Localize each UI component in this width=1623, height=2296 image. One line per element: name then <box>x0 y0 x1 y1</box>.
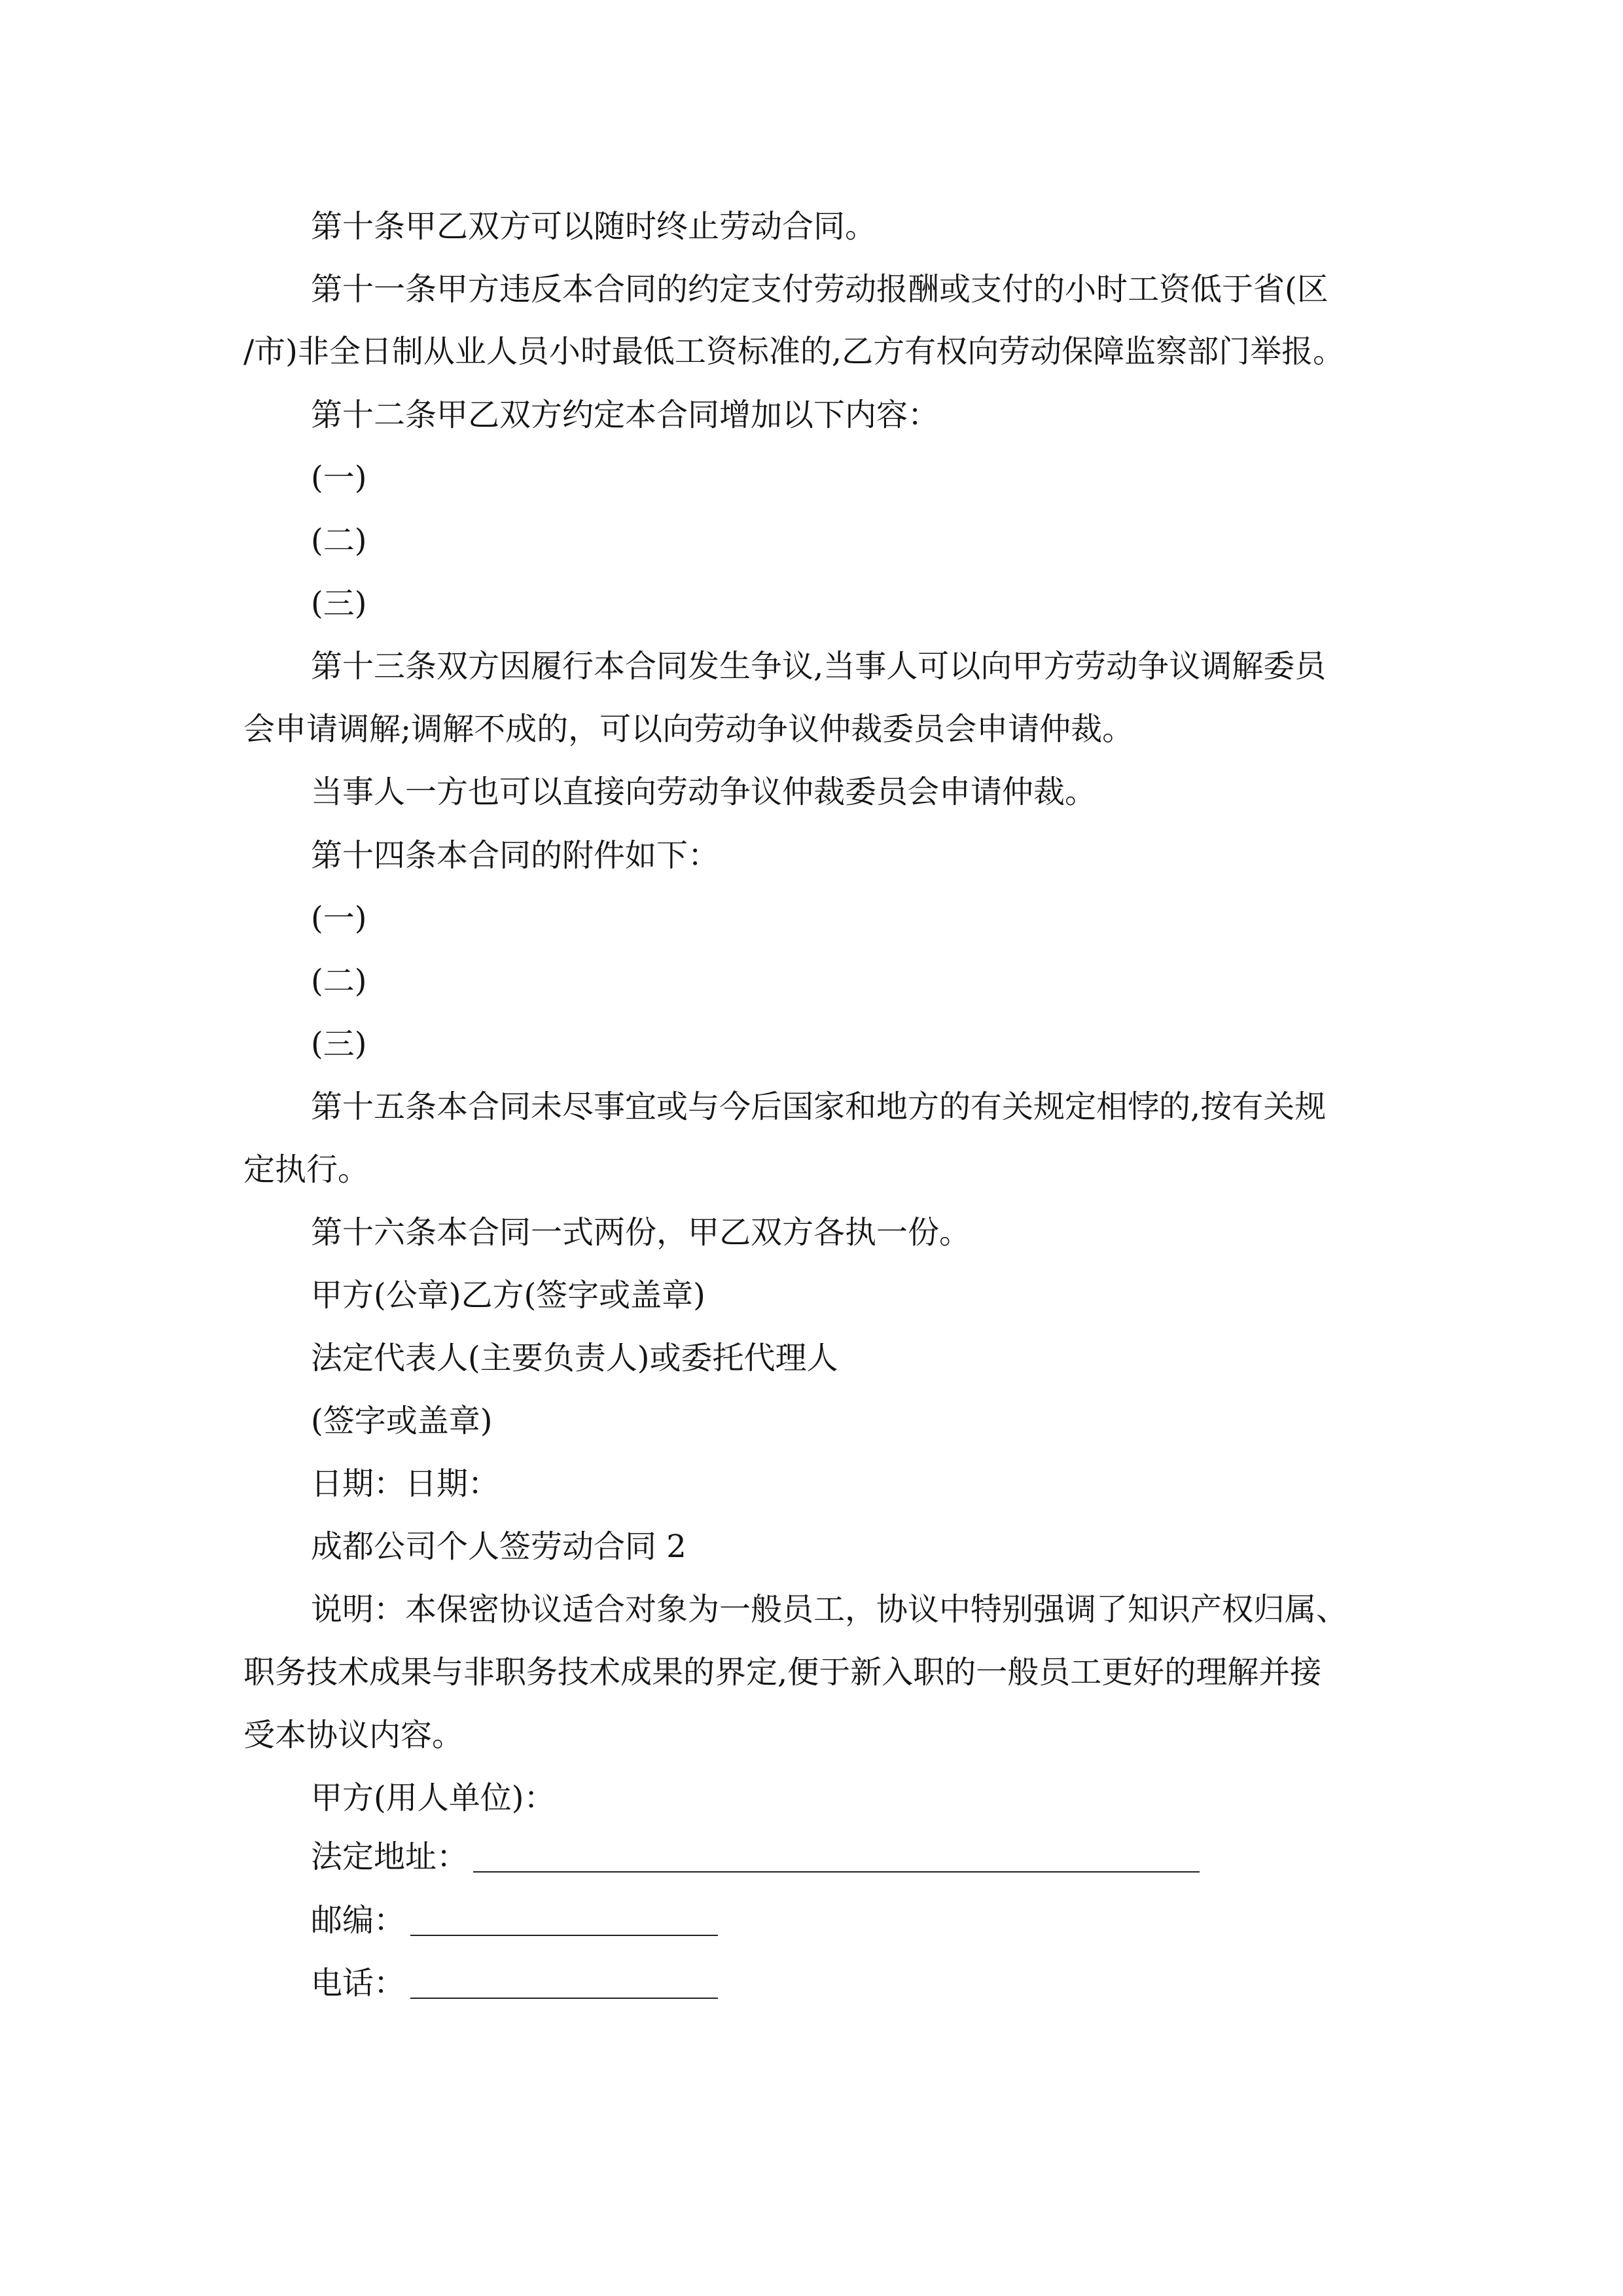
postcode-label: 邮编： <box>311 1902 406 1939</box>
article-13-line-2: 会申请调解;调解不成的，可以向劳动争议仲裁委员会申请仲裁。 <box>243 711 1134 747</box>
article-15-line-2: 定执行。 <box>243 1151 370 1188</box>
signature-note: (签字或盖章) <box>311 1403 493 1439</box>
article-14-item-2: (二) <box>311 963 367 999</box>
postcode-blank <box>410 1909 718 1936</box>
article-14: 第十四条本合同的附件如下： <box>311 837 720 874</box>
postcode-field <box>311 1902 718 1939</box>
article-14-item-3: (三) <box>311 1026 367 1062</box>
article-12-item-2: (二) <box>311 522 367 559</box>
section-title: 成都公司个人签劳动合同 2 <box>311 1528 687 1565</box>
article-10: 第十条甲乙双方可以随时终止劳动合同。 <box>311 208 877 245</box>
date-line: 日期：日期： <box>311 1465 500 1502</box>
article-11-line-2: /市)非全日制从业人员小时最低工资标准的,乙方有权向劳动保障监察部门举报。 <box>243 333 1345 370</box>
phone-field <box>311 1967 718 1999</box>
article-15-line-1: 第十五条本合同未尽事宜或与今后国家和地方的有关规定相悖的,按有关规 <box>311 1088 1327 1125</box>
phone-blank <box>410 1971 718 1999</box>
article-11-line-1: 第十一条甲方违反本合同的约定支付劳动报酬或支付的小时工资低于省(区 <box>311 271 1329 308</box>
description-line-3: 受本协议内容。 <box>243 1717 464 1753</box>
article-14-item-1: (一) <box>311 900 367 937</box>
address-field <box>311 1841 1200 1873</box>
article-13-line-1: 第十三条双方因履行本合同发生争议,当事人可以向甲方劳动争议调解委员 <box>311 648 1327 685</box>
description-line-2: 职务技术成果与非职务技术成果的界定,便于新入职的一般员工更好的理解并接 <box>243 1654 1322 1691</box>
address-blank <box>473 1845 1200 1873</box>
article-12-item-1: (一) <box>311 459 367 496</box>
address-label: 法定地址： <box>311 1839 469 1875</box>
legal-representative: 法定代表人(主要负责人)或委托代理人 <box>311 1340 838 1376</box>
phone-label: 电话： <box>311 1965 406 2001</box>
description-line-1: 说明：本保密协议适合对象为一般员工，协议中特别强调了知识产权归属、 <box>311 1591 1348 1628</box>
article-16: 第十六条本合同一式两份，甲乙双方各执一份。 <box>311 1214 971 1251</box>
article-12: 第十二条甲乙双方约定本合同增加以下内容： <box>311 397 940 433</box>
article-12-item-3: (三) <box>311 585 367 622</box>
signature-parties: 甲方(公章)乙方(签字或盖章) <box>311 1277 705 1314</box>
article-13-line-3: 当事人一方也可以直接向劳动争议仲裁委员会申请仲裁。 <box>311 774 1097 810</box>
party-a-label: 甲方(用人单位)： <box>311 1780 556 1816</box>
